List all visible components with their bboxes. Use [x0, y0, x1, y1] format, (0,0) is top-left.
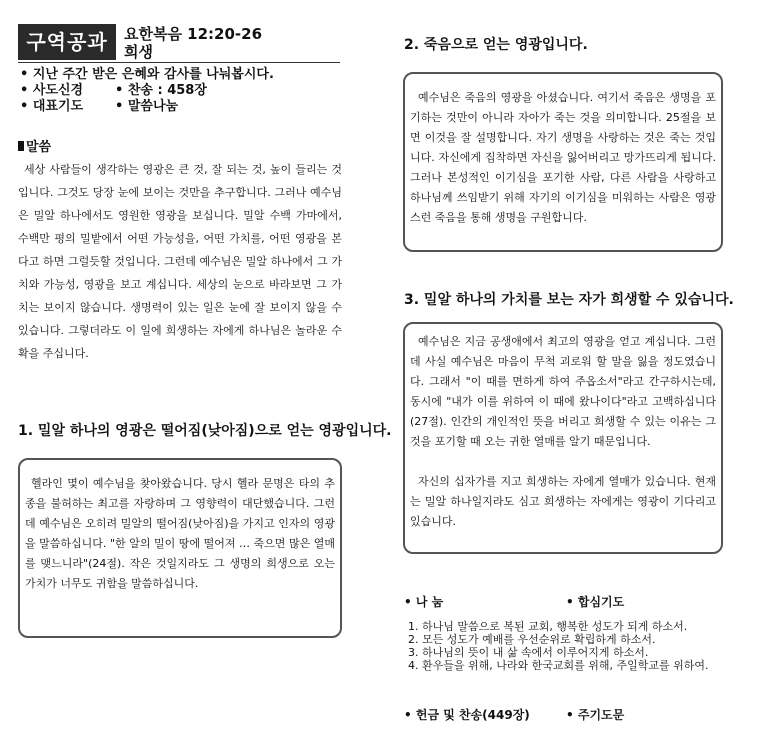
sharing-heading: • 나 눔	[404, 595, 444, 609]
offering-heading: • 헌금 및 찬송(449장)	[404, 708, 530, 722]
point2-heading: 2. 죽음으로 얻는 영광입니다.	[404, 37, 588, 53]
square-bullet-icon	[18, 141, 24, 151]
order-hymn: • 찬송 : 458장	[115, 83, 207, 98]
point3-paragraph-2: 자신의 십자가를 지고 희생하는 자에게 열매가 있습니다. 현재는 밀알 하나일지라도 심고 희생하는 자에게는 영광이 기다리고 있습니다.	[410, 475, 716, 528]
prayer-item: 4. 환우들을 위해, 나라와 한국교회를 위해, 주일학교를 위하여.	[408, 659, 709, 672]
point1-heading: 1. 밀알 하나의 영광은 떨어짐(낮아짐)으로 얻는 영광입니다.	[18, 423, 392, 439]
prayer-item: 2. 모든 성도가 예배를 우선순위로 확립하게 하소서.	[408, 633, 656, 646]
scripture-reference: 요한복음 12:20-26	[124, 25, 263, 43]
order-prayer: • 대표기도	[20, 99, 84, 114]
word-section-label: 말씀	[18, 136, 51, 155]
header-divider	[18, 62, 340, 63]
point2-box: 예수님은 죽음의 영광을 아셨습니다. 여기서 죽음은 생명을 포기하는 것만이 아니라 자아가 죽는 것을 의미합니다. 25절을 보면 이것을 잘 설명합니다. 자기 생명을 사랑하는 것은 죽는 것입니다. 자신에게 집착하면 자신을 잃어버리고 망가뜨리게 됩니다. 그러나 본성적인 이기심을 포기한 사람, 다른 사람을 사랑하고 하나님께 쓰임받기 위해 자기의 이기심을 미워하는 사람은 영광스런 죽음을 통해 생명을 구원합니다.	[403, 72, 723, 252]
prayer-list	[408, 620, 708, 672]
point3-heading: 3. 밀알 하나의 가치를 보는 자가 희생할 수 있습니다.	[404, 292, 734, 308]
sermon-title: 희생	[124, 43, 153, 61]
prayer-item: 1. 하나님 말씀으로 복된 교회, 행복한 성도가 되게 하소서.	[408, 620, 688, 633]
point3-box	[403, 322, 723, 554]
order-creed: • 사도신경	[20, 83, 84, 98]
order-intro: • 지난 주간 받은 은혜와 감사를 나눠봅시다.	[20, 67, 274, 82]
word-text: 세상 사람들이 생각하는 영광은 큰 것, 잘 되는 것, 높이 들리는 것입니다. 그것도 당장 눈에 보이는 것만을 추구합니다. 그러나 예수님은 밀알 하나에서도 영원한 영광을 보십니다. 밀알 수백 가마에서, 수백만 평의 밀밭에서 어떤 가능성을, 어떤 가치를, 어떤 영광을 본다고 하면 그럴듯할 것입니다. 그런데 예수님은 밀알 하나에서 그 가치와 가능성, 영광을 보고 계십니다. 세상의 눈으로 바라보면 그 가치는 보이지 않습니다. 생명력이 있는 일은 눈에 잘 보이지 않을 수 있습니다. 그렇더라도 이 일에 희생하는 자에게 하나님은 놀라운 수확을 주십니다.	[18, 163, 342, 360]
point1-box: 헬라인 몇이 예수님을 찾아왔습니다. 당시 헬라 문명은 타의 추종을 불허하는 최고를 자랑하며 그 영향력이 대단했습니다. 그런데 예수님은 오히려 밀알의 떨어짐(낮아짐)을 가지고 인자의 영광을 말씀하십니다. "한 알의 밀이 땅에 떨어져 … 죽으면 많은 열매를 맺느니라"(24절). 작은 것일지라도 그 생명의 희생으로 오는 가치가 너무도 귀함을 말씀하십니다.	[18, 458, 342, 638]
point3-paragraph-1: 예수님은 지금 공생애에서 최고의 영광을 얻고 계십니다. 그런데 사실 예수님은 마음이 무척 괴로워 할 말을 잃을 정도였습니다. 그래서 "이 때를 면하게 하여 주옵소서"라고 간구하시는데, 동시에 "내가 이를 위하여 이 때에 왔나이다"라고 고백하십니다(27절). 인간의 개인적인 뜻을 버리고 희생할 수 있는 이유는 그것을 포기할 때 오는 귀한 열매를 알기 때문입니다.	[410, 335, 716, 448]
order-sharing-word: • 말씀나눔	[115, 99, 179, 114]
lesson-badge: 구역공과	[18, 24, 116, 60]
joint-prayer-heading: • 합심기도	[566, 595, 625, 609]
lords-prayer-heading: • 주기도문	[566, 708, 625, 722]
prayer-item: 3. 하나님의 뜻이 내 삶 속에서 이루어지게 하소서.	[408, 646, 649, 659]
